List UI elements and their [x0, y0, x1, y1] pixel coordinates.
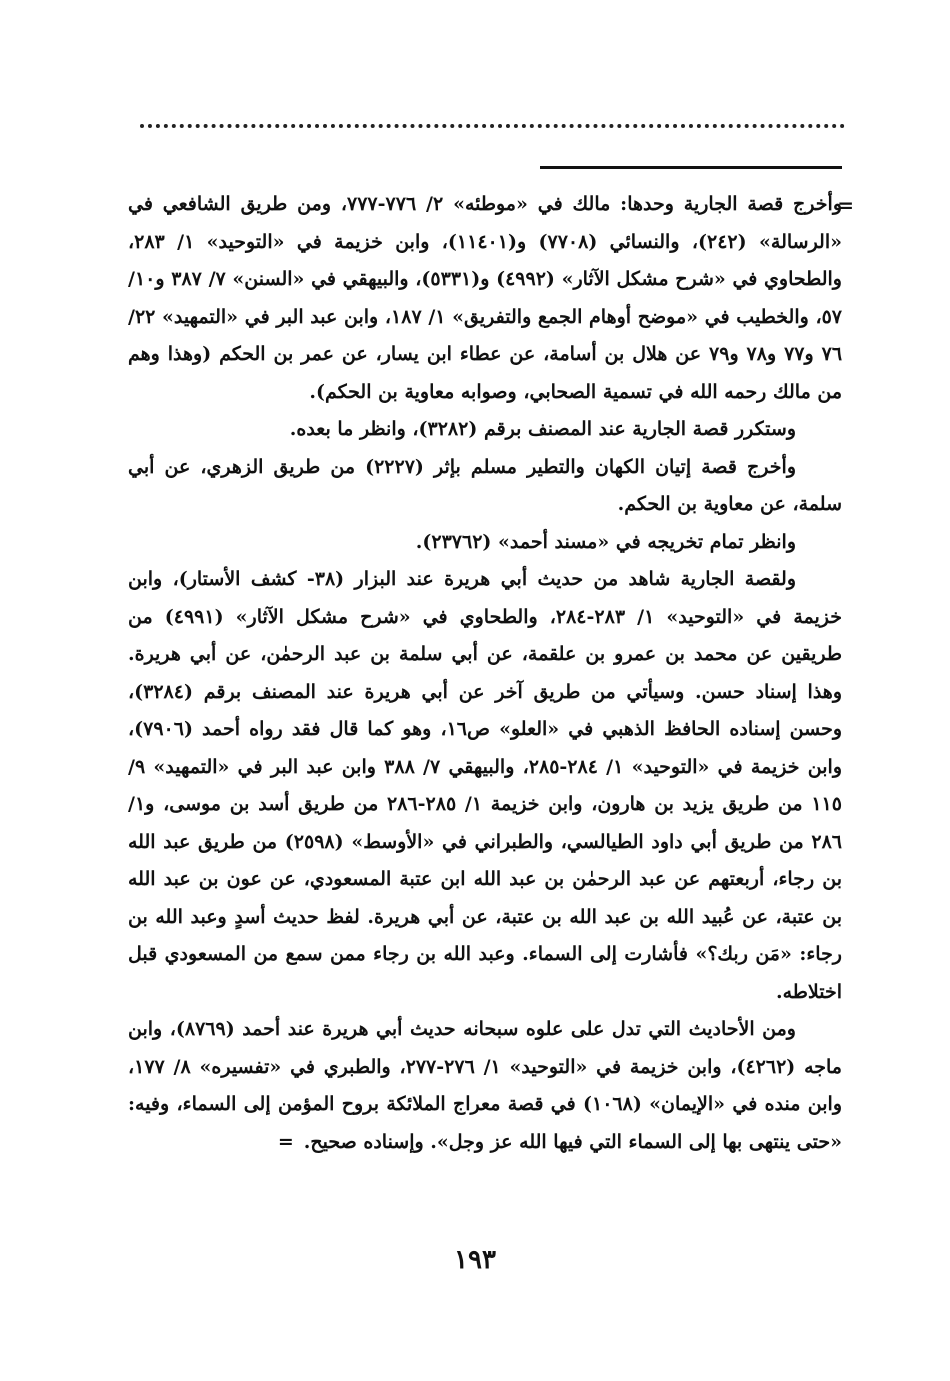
paragraph-3: وأخرج قصة إتيان الكهان والتطير مسلم بإثر (٢٢٢٧) من طريق الزهري، عن أبي سلمة، عن معاوية بن الحكم.	[128, 455, 842, 515]
page-number: ١٩٣	[454, 1245, 496, 1275]
paragraph-4: وانظر تمام تخريجه في «مسند أحمد» (٢٣٧٦٢).	[415, 530, 796, 553]
continuation-mark-end: =	[277, 1130, 294, 1153]
footnote-body	[128, 186, 842, 1161]
paragraph-6	[128, 1011, 842, 1161]
paragraph-6-text: ومن الأحاديث التي تدل على علوه سبحانه حديث أبي هريرة عند أحمد (٨٧٦٩)، وابن ماجه (٤٢٦٢)، وابن خزيمة في «التوحيد» ١/ ٢٧٦-٢٧٧، والطبري في «تفسيره» ٨/ ١٧٧، وابن منده في «الإيمان» (١٠٦٨) في قصة معراج الملائكة بروح المؤمن إلى السماء، وفيه: «حتى ينتهى بها إلى السماء التي فيها الله عز وجل». وإسناده صحيح.	[128, 1018, 842, 1153]
dotted-separator	[140, 124, 845, 128]
paragraph-2: وستكرر قصة الجارية عند المصنف برقم (٣٢٨٢)، وانظر ما بعده.	[289, 418, 796, 440]
footnote-rule	[540, 166, 842, 169]
continuation-mark-start: =	[837, 193, 854, 217]
paragraph-1: وأخرج قصة الجارية وحدها: مالك في «موطئه» ٢/ ٧٧٦-٧٧٧، ومن طريق الشافعي في «الرسالة» (٢٤٢)، والنسائي (٧٧٠٨) و(١١٤٠١)، وابن خزيمة في «التوحيد» ١/ ٢٨٣، والطحاوي في «شرح مشكل الآثار» (٤٩٩٢) و(٥٣٣١)، والبيهقي في «السنن» ٧/ ٣٨٧ و١٠/ ٥٧، والخطيب في «موضح أوهام الجمع والتفريق» ١/ ١٨٧، وابن عبد البر في «التمهيد» ٢٢/ ٧٦ و٧٧ و٧٨ و٧٩ عن هلال بن أسامة، عن عطاء ابن يسار، عن عمر بن الحكم (وهذا وهم من مالك رحمه الله في تسمية الصحابي، وصوابه معاوية بن الحكم).	[128, 193, 843, 403]
paragraph-5: ولقصة الجارية شاهد من حديث أبي هريرة عند البزار (٣٨- كشف الأستار)، وابن خزيمة في «التوحيد» ١/ ٢٨٣-٢٨٤، والطحاوي في «شرح مشكل الآثار» (٤٩٩١) من طريقين عن محمد بن عمرو بن علقمة، عن أبي سلمة بن عبد الرحمٰن، عن أبي هريرة. وهذا إسناد حسن. وسيأتي من طريق آخر عن أبي هريرة عند المصنف برقم (٣٢٨٤)، وحسن إسناده الحافظ الذهبي في «العلو» ص١٦، وهو كما قال فقد رواه أحمد (٧٩٠٦)، وابن خزيمة في «التوحيد» ١/ ٢٨٤-٢٨٥، والبيهقي ٧/ ٣٨٨ وابن عبد البر في «التمهيد» ٩/ ١١٥ من طريق يزيد بن هارون، وابن خزيمة ١/ ٢٨٥-٢٨٦ من طريق أسد بن موسى، و١/ ٢٨٦ من طريق أبي داود الطيالسي، والطبراني في «الأوسط» (٢٥٩٨) من طريق عبد الله بن رجاء، أربعتهم عن عبد الرحمٰن بن عبد الله ابن عتبة المسعودي، عن عون بن عبد الله بن عتبة، عن عُبيد الله بن عبد الله بن عتبة، عن أبي هريرة. لفظ حديث أسدٍ وعبد الله بن رجاء: «مَن ربك؟» فأشارت إلى السماء. وعبد الله بن رجاء ممن سمع من المسعودي قبل اختلاطه.	[128, 568, 843, 1003]
